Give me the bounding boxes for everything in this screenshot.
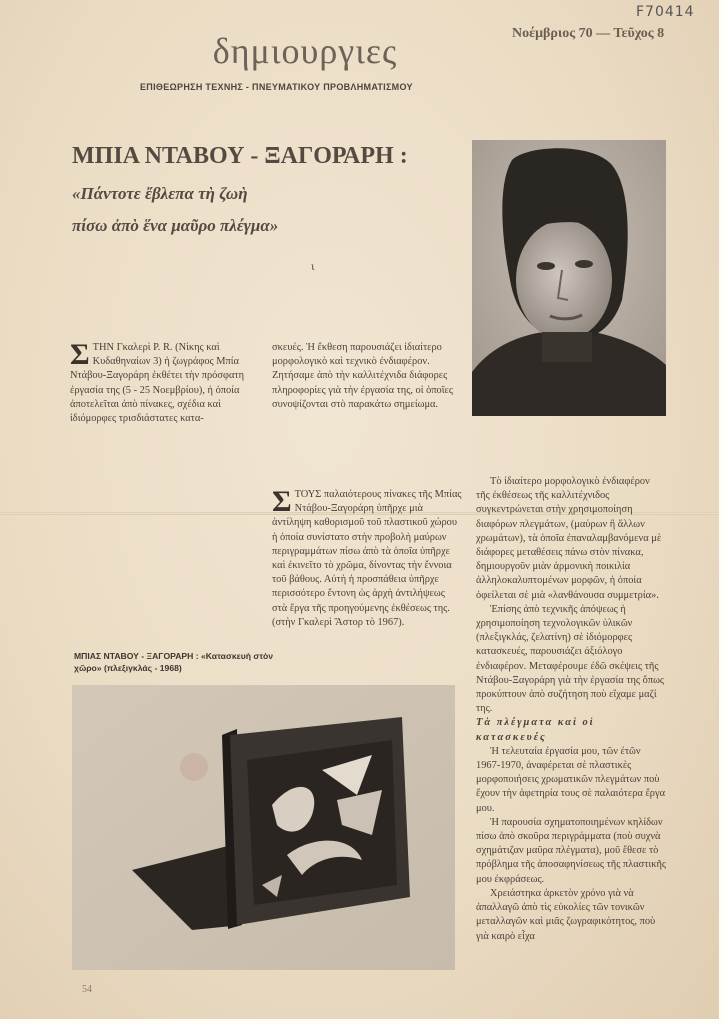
article-column-4: [476, 475, 666, 944]
article-quote-line-2: πίσω ἀπὸ ἕνα μαῦρο πλέγμα»: [72, 216, 279, 235]
magazine-subtitle: ΕΠΙΘΕΩΡΗΣΗ ΤΕΧΝΗΣ - ΠΝΕΥΜΑΤΙΚΟΥ ΠΡΟΒΛΗΜΑΤΙΣΜΟΥ: [140, 82, 413, 92]
col3-paragraph: [272, 485, 462, 630]
col2-text: σκευές. Ἡ ἔκθεση παρουσιάζει ἰδιαίτερο μορφολογικὸ καὶ τεχνικὸ ἐνδιαφέρον. Ζητήσαμε ἀπὸ τὴν καλλιτέχνιδα διάφορες πληροφορίες γιὰ τὴν ἐργασία της, οἱ ὁποῖες συνοψίζονται στὸ παρακάτω σημείωμα.: [272, 342, 454, 410]
sculpture-photo: [72, 685, 455, 970]
col4-paragraph-3: Ἡ τελευταία ἐργασία μου, τῶν ἐτῶν 1967-1970, ἀναφέρεται σὲ πλαστικὲς μορφοποιήσεις χρωματικῶν πλεγμάτων ποὺ ἔχουν τὴν ἀφετηρία τους σὲ παλαιότερα ἔργα μου.: [476, 745, 666, 814]
article-quote-line-1: «Πάντοτε ἔβλεπα τὴ ζωὴ: [72, 184, 248, 203]
col4-paragraph-2: Ἐπίσης ἀπὸ τεχνικῆς ἀπόψεως ἡ χρησιμοποίηση τεχνολογικῶν ὑλικῶν (πλεξιγκλάς, ζελατίνη) σὲ ἰδιόμορφες κατασκευές, παρουσιάζει ἀξιόλογο ἐνδιαφέρον. Μεταφέρουμε ἐδῶ σκέψεις τῆς Ντάβου-Ξαγοράρη γιὰ τὴν ἐργασία της ὅπως προκύπτουν ἀπὸ συζήτηση ποὺ εἴχαμε μαζί της.: [476, 603, 665, 715]
col1-text: ΤΗΝ Γκαλερὶ Ρ. R. (Νίκης καὶ Κυδαθηναίων 3) ἡ ζωγράφος Μπία Ντάβου-Ξαγοράρη ἐκθέτει τὴν πρόσφατη ἐργασία της (5 - 25 Νοεμβρίου), ἡ ὁποία ἀποτελεῖται ἀπὸ πίνακες, σχέδια καὶ ἰδιόμορφες τρισδιάστατες κατα-: [70, 342, 245, 425]
article-headline: ΜΠΙΑ ΝΤΑΒΟΥ - ΞΑΓΟΡΑΡΗ :: [72, 143, 408, 169]
magazine-title: δημιουργιες: [212, 31, 398, 71]
col4-paragraph-5: Χρειάστηκα ἀρκετὸν χρόνο γιὰ νὰ ἀπαλλαγῶ ἀπὸ τὶς εὐκολίες τῶν τονικῶν μεταλλαγῶν καὶ μιᾶς ζωγραφικότητος, ποὺ γιὰ καιρὸ εἶχα: [476, 887, 656, 942]
issue-info: Νοέμβριος 70 — Τεῦχος 8: [512, 26, 665, 41]
handwritten-reference: F70414: [636, 4, 695, 20]
col3-text: ΤΟΥΣ παλαιότερους πίνακες τῆς Μπίας Ντάβου-Ξαγοράρη ὑπῆρχε μιὰ ἀντίληψη καθορισμοῦ τοῦ πλαστικοῦ χώρου ἡ ὁποία συνίστατο στὴν προβολὴ μαύρων περιγραμμάτων πίσω ἀπὸ τὰ ὁποῖα ὑπῆρχε καὶ ἐκινεῖτο τὸ χρῶμα, δίνοντας τὴν ἔννοια τοῦ βάθους. Αὐτὴ ἡ προσπάθεια ὑπῆρχε περισσότερο ἔντονη ὡς ἀρχὴ ἀντιλήψεως στὰ ἔργα τῆς προηγούμενης ἐκθέσεως της. (στὴν Γκαλερὶ Ἄστορ τὸ 1967).: [272, 489, 462, 628]
drop-cap: Σ: [70, 338, 90, 371]
col4-paragraph-4: Ἡ παρουσία σχηματοποιημένων κηλίδων πίσω ἀπὸ σκοῦρα περιγράμματα (ποὺ συχνὰ σχημάτιζαν μαῦρα πλέγματα), μοῦ ἔθεσε τὸ πρόβλημα τῆς ἀποσαφηνίσεως τῆς πλαστικῆς μου ἐκφράσεως.: [476, 816, 667, 885]
section-marker: ι: [311, 262, 315, 273]
article-column-2: [272, 341, 462, 412]
col1-paragraph: [70, 338, 258, 426]
col4-subheading: Τὰ πλέγματα καὶ οἱ κατασκευές: [476, 717, 595, 743]
portrait-photo: [472, 140, 666, 416]
drop-cap-2: Σ: [272, 485, 292, 518]
scan-edge-right: [719, 0, 725, 1024]
article-column-3: [272, 485, 462, 630]
photo-caption: ΜΠΙΑΣ ΝΤΑΒΟΥ - ΞΑΓΟΡΑΡΗ : «Κατασκευὴ στὸν χῶρο» (πλεξιγκλάς - 1968): [74, 651, 274, 673]
col4-paragraph-1: Τὸ ἰδιαίτερο μορφολογικὸ ἐνδιαφέρον τῆς ἐκθέσεως τῆς καλλιτέχνιδος συγκεντρώνεται στὴν χρησιμοποίηση διαφόρων πλεγμάτων, (μαύρων ἢ ἄλλων χρωμάτων), τὰ ὁποῖα ἐπαναλαμβανόμενα μὲ διάφορες μεταθέσεις πάνω στὸν πίνακα, δημιουργοῦν μιὰν ἁρμονικὴ ποικιλία ἀλληλοκαλυπτομένων μορφῶν, ἡ ὁποία ὀφείλεται σὲ μιὰ «λανθάνουσα συμμετρία».: [476, 476, 662, 601]
article-column-1: [70, 338, 258, 426]
scan-edge-bottom: [0, 1019, 725, 1024]
page-number: 54: [82, 984, 92, 995]
